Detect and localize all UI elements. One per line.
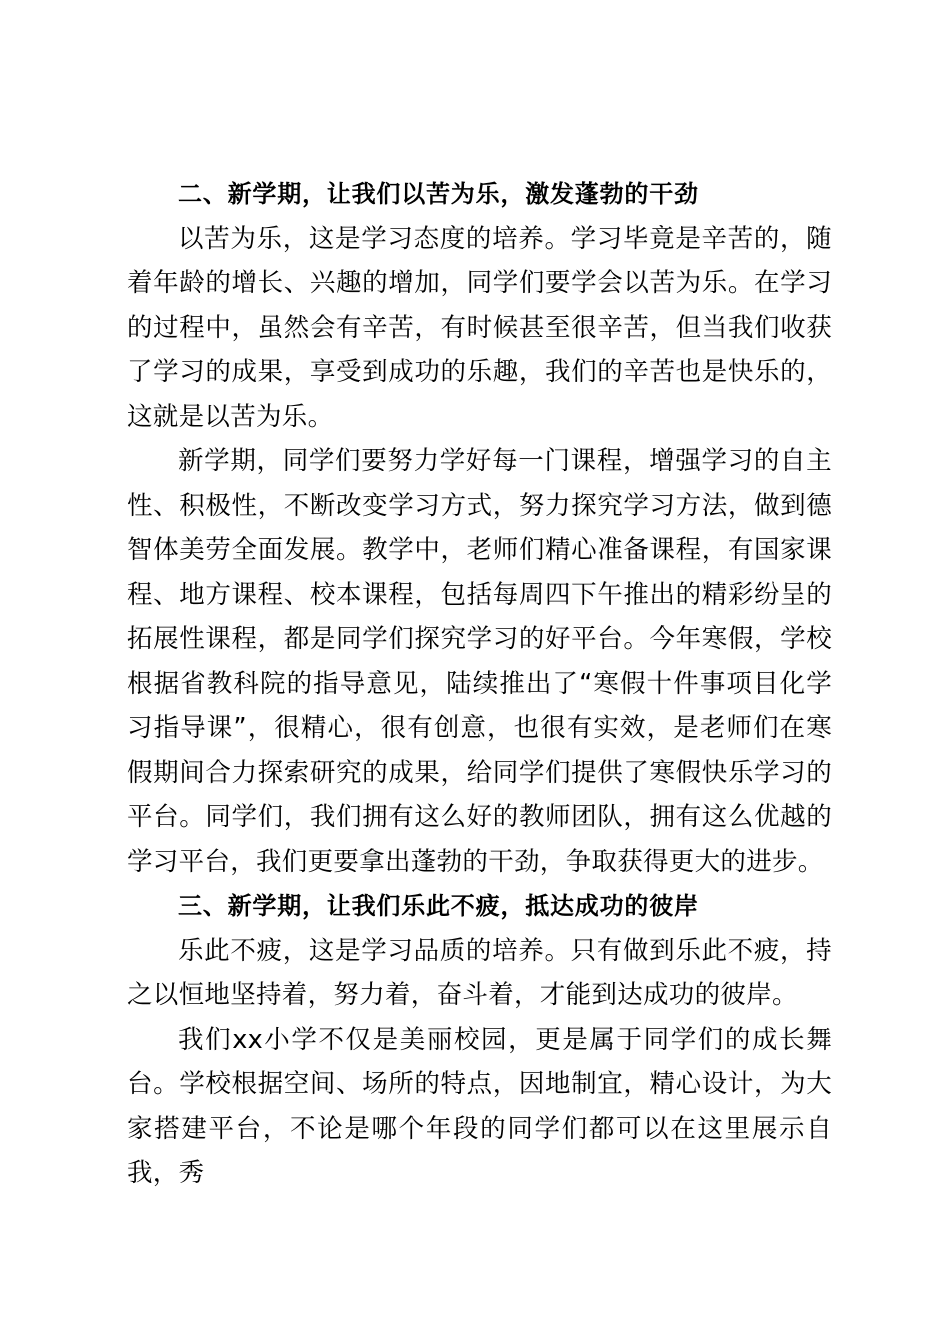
section-3-paragraph-1: 乐此不疲，这是学习品质的培养。只有做到乐此不疲，持之以恒地坚持着，努力着，奋斗着，才能到达成功的彼岸。 <box>127 935 832 1010</box>
document-body <box>127 172 832 1196</box>
section-3-heading: 三、新学期，让我们乐此不疲，抵达成功的彼岸 <box>178 892 699 920</box>
section-2-paragraph-2: 新学期，同学们要努力学好每一门课程，增强学习的自主性、积极性，不断改变学习方式，努力探究学习方法，做到德智体美劳全面发展。教学中，老师们精心准备课程，有国家课程、地方课程、校本课程，包括每周四下午推出的精彩纷呈的拓展性课程，都是同学们探究学习的好平台。今年寒假，学校根据省教科院的指导意见，陆续推出了“寒假十件事项目化学习指导课”，很精心，很有创意，也很有实效，是老师们在寒假期间合力探索研究的成果，给同学们提供了寒假快乐学习的平台。同学们，我们拥有这么好的教师团队，拥有这么优越的学习平台，我们更要拿出蓬勃的干劲，争取获得更大的进步。 <box>127 446 832 877</box>
section-2-paragraph-1: 以苦为乐，这是学习态度的培养。学习毕竟是辛苦的，随着年龄的增长、兴趣的增加，同学们要学会以苦为乐。在学习的过程中，虽然会有辛苦，有时候甚至很辛苦，但当我们收获了学习的成果，享受到成功的乐趣，我们的辛苦也是快乐的，这就是以苦为乐。 <box>127 223 832 432</box>
section-3-paragraph-2: 我们xx小学不仅是美丽校园，更是属于同学们的成长舞台。学校根据空间、场所的特点，因地制宜，精心设计，为大家搭建平台，不论是哪个年段的同学们都可以在这里展示自我，秀 <box>127 1024 832 1188</box>
section-2-heading: 二、新学期，让我们以苦为乐，激发蓬勃的干劲 <box>178 180 699 208</box>
